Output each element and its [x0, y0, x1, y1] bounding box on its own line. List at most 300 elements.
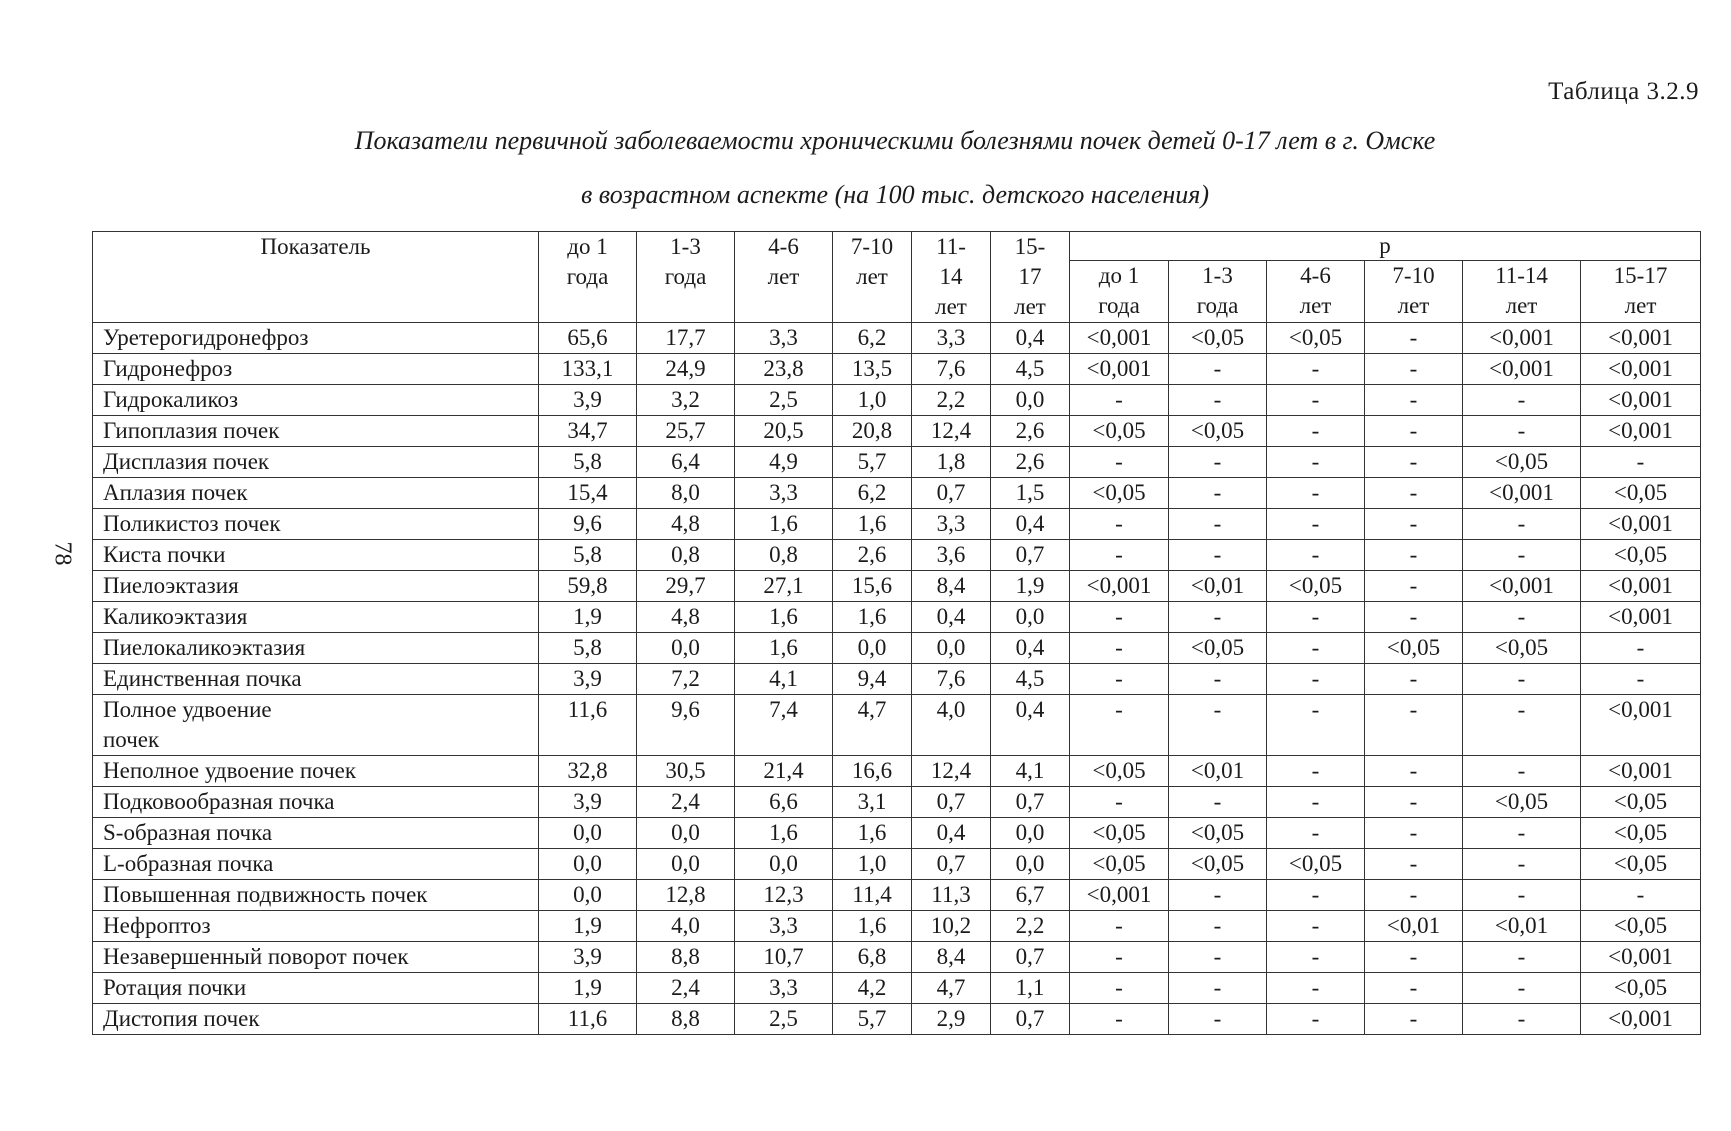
row-value-cell: 8,4 [912, 571, 991, 602]
row-value-cell: 2,4 [637, 787, 735, 818]
row-value-cell: 5,8 [539, 447, 637, 478]
row-p-cell: <0,001 [1463, 478, 1581, 509]
row-value-cell: 1,9 [539, 973, 637, 1004]
header-text-line: 11- [936, 234, 966, 259]
row-p-cell: - [1169, 1004, 1267, 1035]
row-value-cell: 34,7 [539, 416, 637, 447]
table-row [93, 695, 1701, 756]
row-value-cell: 1,6 [833, 509, 912, 540]
row-value-cell: 0,4 [991, 633, 1070, 664]
row-p-cell: - [1365, 1004, 1463, 1035]
row-value-cell: 3,3 [735, 973, 833, 1004]
row-p-cell: - [1365, 880, 1463, 911]
row-value-cell: 4,8 [637, 509, 735, 540]
table-row [93, 478, 1701, 509]
row-p-cell: - [1581, 880, 1701, 911]
row-value-cell: 27,1 [735, 571, 833, 602]
row-value-cell: 6,6 [735, 787, 833, 818]
row-p-cell: - [1365, 695, 1463, 756]
header-text-line: 7-10 [1392, 263, 1435, 289]
table-caption-line-2: в возрастном аспекте (на 100 тыс. детского населения) [581, 180, 1209, 209]
header-text-line: 1-3 [1202, 263, 1233, 289]
row-p-cell: - [1365, 416, 1463, 447]
row-indicator-name: Пиелокаликоэктазия [93, 633, 539, 664]
row-p-cell: - [1267, 416, 1365, 447]
table-row [93, 973, 1701, 1004]
table-row [93, 323, 1701, 354]
header-text-line: 1-3 [670, 234, 701, 259]
header-text-line: 7-10 [850, 234, 894, 259]
row-p-cell: <0,001 [1463, 323, 1581, 354]
row-p-cell: - [1267, 695, 1365, 756]
table-row [93, 849, 1701, 880]
row-p-cell: - [1267, 756, 1365, 787]
row-value-cell: 0,4 [991, 509, 1070, 540]
row-value-cell: 3,9 [539, 942, 637, 973]
row-value-cell: 2,6 [991, 416, 1070, 447]
row-value-cell: 2,6 [991, 447, 1070, 478]
row-p-cell: - [1463, 849, 1581, 880]
row-p-cell: <0,05 [1365, 633, 1463, 664]
row-p-cell: - [1267, 787, 1365, 818]
row-p-cell: <0,05 [1169, 849, 1267, 880]
header-age-5 [991, 232, 1070, 323]
row-p-cell: - [1463, 385, 1581, 416]
row-indicator-name: Нефроптоз [93, 911, 539, 942]
row-p-cell: - [1070, 602, 1169, 633]
header-age-2 [735, 232, 833, 323]
row-value-cell: 4,1 [991, 756, 1070, 787]
row-p-cell: - [1365, 973, 1463, 1004]
row-p-cell: <0,05 [1463, 633, 1581, 664]
row-value-cell: 7,6 [912, 664, 991, 695]
row-indicator-name: L-образная почка [93, 849, 539, 880]
row-p-cell: - [1169, 509, 1267, 540]
row-p-cell: - [1365, 664, 1463, 695]
header-text-line: 15-17 [1613, 263, 1668, 289]
row-value-cell: 3,1 [833, 787, 912, 818]
row-p-cell: <0,001 [1581, 385, 1701, 416]
row-p-cell: <0,01 [1169, 756, 1267, 787]
row-p-cell: - [1365, 447, 1463, 478]
row-p-cell: - [1463, 1004, 1581, 1035]
row-p-cell: - [1070, 447, 1169, 478]
row-value-cell: 0,0 [637, 633, 735, 664]
header-text-line: лет [1014, 294, 1046, 319]
row-p-cell: <0,05 [1070, 818, 1169, 849]
row-p-cell: - [1365, 818, 1463, 849]
row-value-cell: 3,9 [539, 664, 637, 695]
row-value-cell: 0,0 [637, 818, 735, 849]
row-p-cell: - [1070, 787, 1169, 818]
row-value-cell: 1,6 [735, 818, 833, 849]
row-p-cell: <0,05 [1070, 849, 1169, 880]
row-value-cell: 2,4 [637, 973, 735, 1004]
row-value-cell: 4,5 [991, 354, 1070, 385]
row-p-cell: - [1267, 633, 1365, 664]
table-row [93, 633, 1701, 664]
row-value-cell: 4,2 [833, 973, 912, 1004]
row-indicator-name: Ротация почки [93, 973, 539, 1004]
row-p-cell: <0,001 [1581, 942, 1701, 973]
row-p-cell: <0,001 [1070, 323, 1169, 354]
row-value-cell: 4,8 [637, 602, 735, 633]
row-value-cell: 3,9 [539, 787, 637, 818]
row-value-cell: 12,3 [735, 880, 833, 911]
row-p-cell: - [1169, 787, 1267, 818]
header-age-0 [539, 232, 637, 323]
row-indicator-name: Аплазия почек [93, 478, 539, 509]
row-value-cell: 11,3 [912, 880, 991, 911]
row-value-cell: 1,0 [833, 849, 912, 880]
row-p-cell: <0,05 [1169, 323, 1267, 354]
header-text-line: года [566, 264, 609, 289]
row-p-cell: - [1267, 973, 1365, 1004]
row-value-cell: 0,0 [991, 818, 1070, 849]
row-p-cell: - [1365, 509, 1463, 540]
row-p-cell: <0,05 [1070, 416, 1169, 447]
header-text-line: лет [1299, 293, 1332, 319]
row-value-cell: 1,0 [833, 385, 912, 416]
header-p-col-5 [1581, 261, 1701, 323]
row-value-cell: 0,4 [991, 695, 1070, 756]
row-value-cell: 4,0 [912, 695, 991, 756]
row-p-cell: <0,001 [1070, 880, 1169, 911]
row-indicator-name: Незавершенный поворот почек [93, 942, 539, 973]
table-row [93, 756, 1701, 787]
row-p-cell: - [1267, 354, 1365, 385]
row-indicator-name: Каликоэктазия [93, 602, 539, 633]
row-value-cell: 0,7 [912, 478, 991, 509]
row-p-cell: - [1267, 447, 1365, 478]
row-value-cell: 0,4 [912, 818, 991, 849]
row-p-cell: - [1070, 633, 1169, 664]
row-p-cell: <0,05 [1267, 849, 1365, 880]
table-row [93, 1004, 1701, 1035]
row-value-cell: 0,0 [539, 880, 637, 911]
row-value-cell: 3,6 [912, 540, 991, 571]
row-value-cell: 3,3 [735, 478, 833, 509]
row-value-cell: 9,6 [539, 509, 637, 540]
row-p-cell: - [1463, 756, 1581, 787]
table-row [93, 447, 1701, 478]
row-value-cell: 11,6 [539, 695, 637, 756]
row-indicator-name: Повышенная подвижность почек [93, 880, 539, 911]
row-p-cell: - [1463, 416, 1581, 447]
row-indicator-name: Дистопия почек [93, 1004, 539, 1035]
table-row [93, 602, 1701, 633]
row-p-cell: - [1365, 849, 1463, 880]
row-value-cell: 20,8 [833, 416, 912, 447]
header-text-line: лет [767, 264, 800, 289]
row-value-cell: 8,8 [637, 1004, 735, 1035]
row-value-cell: 1,6 [735, 633, 833, 664]
row-value-cell: 0,7 [991, 942, 1070, 973]
table-row [93, 416, 1701, 447]
header-row-1 [93, 232, 1701, 261]
header-text-line: лет [1505, 293, 1538, 319]
table-row [93, 664, 1701, 695]
row-p-cell: - [1267, 1004, 1365, 1035]
row-p-cell: - [1581, 664, 1701, 695]
row-value-cell: 8,8 [637, 942, 735, 973]
header-p: р [1070, 232, 1701, 261]
page-number: 78 [49, 541, 76, 566]
row-value-cell: 12,8 [637, 880, 735, 911]
row-value-cell: 24,9 [637, 354, 735, 385]
row-p-cell: - [1070, 911, 1169, 942]
row-p-cell: - [1365, 571, 1463, 602]
row-value-cell: 4,0 [637, 911, 735, 942]
table-caption-line-1: Показатели первичной заболеваемости хроническими болезнями почек детей 0-17 лет в г. Омске [354, 126, 1436, 155]
row-value-cell: 29,7 [637, 571, 735, 602]
row-value-cell: 2,9 [912, 1004, 991, 1035]
row-p-cell: - [1169, 695, 1267, 756]
row-p-cell: - [1070, 385, 1169, 416]
row-indicator-name: Гидронефроз [93, 354, 539, 385]
row-p-cell: - [1463, 818, 1581, 849]
row-value-cell: 10,2 [912, 911, 991, 942]
row-p-cell: - [1169, 602, 1267, 633]
row-value-cell: 6,8 [833, 942, 912, 973]
row-p-cell: - [1463, 695, 1581, 756]
row-p-cell: - [1267, 664, 1365, 695]
row-value-cell: 4,5 [991, 664, 1070, 695]
row-p-cell: <0,05 [1267, 323, 1365, 354]
row-value-cell: 3,2 [637, 385, 735, 416]
row-value-cell: 0,7 [912, 849, 991, 880]
row-value-cell: 5,7 [833, 447, 912, 478]
row-value-cell: 10,7 [735, 942, 833, 973]
header-indicator: Показатель [93, 232, 539, 323]
table-row [93, 509, 1701, 540]
header-text-line: 4-6 [1300, 263, 1331, 289]
table-row [93, 818, 1701, 849]
row-p-cell: - [1169, 911, 1267, 942]
row-p-cell: <0,01 [1365, 911, 1463, 942]
header-text-line: года [1098, 293, 1140, 319]
row-p-cell: <0,01 [1463, 911, 1581, 942]
header-text-line: 17 [1018, 264, 1042, 289]
row-indicator-name: Уретерогидронефроз [93, 323, 539, 354]
row-indicator-name: Дисплазия почек [93, 447, 539, 478]
table-row [93, 385, 1701, 416]
row-value-cell: 0,7 [991, 787, 1070, 818]
row-value-cell: 4,9 [735, 447, 833, 478]
row-p-cell: - [1581, 633, 1701, 664]
header-p-col-4 [1463, 261, 1581, 323]
row-p-cell: - [1070, 540, 1169, 571]
header-p-col-3 [1365, 261, 1463, 323]
row-value-cell: 7,2 [637, 664, 735, 695]
row-p-cell: - [1070, 509, 1169, 540]
table-row [93, 911, 1701, 942]
row-value-cell: 0,0 [735, 849, 833, 880]
row-value-cell: 8,4 [912, 942, 991, 973]
row-p-cell: - [1365, 323, 1463, 354]
row-value-cell: 5,8 [539, 540, 637, 571]
header-text-line: года [1196, 293, 1239, 319]
header-p-col-1 [1169, 261, 1267, 323]
row-p-cell: <0,05 [1581, 911, 1701, 942]
row-p-cell: - [1267, 478, 1365, 509]
row-p-cell: - [1463, 540, 1581, 571]
row-value-cell: 32,8 [539, 756, 637, 787]
row-p-cell: <0,001 [1581, 323, 1701, 354]
row-p-cell: - [1169, 354, 1267, 385]
row-indicator-name: Единственная почка [93, 664, 539, 695]
row-p-cell: - [1070, 973, 1169, 1004]
row-value-cell: 3,3 [735, 911, 833, 942]
row-value-cell: 8,0 [637, 478, 735, 509]
header-text-line: лет [1397, 293, 1430, 319]
row-value-cell: 0,0 [539, 818, 637, 849]
row-value-cell: 0,0 [833, 633, 912, 664]
row-value-cell: 1,9 [991, 571, 1070, 602]
row-p-cell: <0,05 [1581, 973, 1701, 1004]
row-p-cell: - [1070, 695, 1169, 756]
morbidity-table [92, 231, 1701, 1035]
row-p-cell: <0,05 [1169, 818, 1267, 849]
row-value-cell: 15,6 [833, 571, 912, 602]
header-p-col-0 [1070, 261, 1169, 323]
row-value-cell: 1,1 [991, 973, 1070, 1004]
row-value-cell: 21,4 [735, 756, 833, 787]
row-value-cell: 5,7 [833, 1004, 912, 1035]
row-value-cell: 1,6 [735, 509, 833, 540]
row-value-cell: 4,7 [912, 973, 991, 1004]
row-p-cell: <0,001 [1581, 756, 1701, 787]
row-value-cell: 13,5 [833, 354, 912, 385]
row-p-cell: <0,001 [1581, 1004, 1701, 1035]
row-value-cell: 2,5 [735, 1004, 833, 1035]
row-value-cell: 0,7 [991, 540, 1070, 571]
row-value-cell: 1,9 [539, 602, 637, 633]
row-p-cell: - [1169, 447, 1267, 478]
header-text-line: 15- [1014, 234, 1046, 259]
row-p-cell: <0,001 [1581, 571, 1701, 602]
row-value-cell: 4,7 [833, 695, 912, 756]
row-value-cell: 1,6 [833, 911, 912, 942]
row-p-cell: - [1169, 973, 1267, 1004]
row-p-cell: <0,05 [1581, 478, 1701, 509]
row-indicator-name [93, 695, 539, 756]
row-p-cell: - [1463, 880, 1581, 911]
row-value-cell: 30,5 [637, 756, 735, 787]
row-value-cell: 25,7 [637, 416, 735, 447]
header-age-4 [912, 232, 991, 323]
row-value-cell: 65,6 [539, 323, 637, 354]
row-p-cell: <0,001 [1581, 602, 1701, 633]
table-row [93, 540, 1701, 571]
row-value-cell: 0,0 [912, 633, 991, 664]
header-text-line: лет [1624, 293, 1657, 319]
row-p-cell: - [1463, 973, 1581, 1004]
row-value-cell: 2,6 [833, 540, 912, 571]
row-value-cell: 12,4 [912, 416, 991, 447]
row-value-cell: 9,4 [833, 664, 912, 695]
row-indicator-name: Пиелоэктазия [93, 571, 539, 602]
row-p-cell: <0,05 [1267, 571, 1365, 602]
row-value-cell: 0,0 [637, 849, 735, 880]
row-indicator-name: Поликистоз почек [93, 509, 539, 540]
row-value-cell: 0,0 [991, 385, 1070, 416]
row-value-cell: 3,3 [912, 509, 991, 540]
row-p-cell: - [1267, 602, 1365, 633]
row-p-cell: <0,05 [1070, 756, 1169, 787]
row-p-cell: <0,001 [1070, 354, 1169, 385]
row-value-cell: 2,2 [991, 911, 1070, 942]
row-p-cell: - [1267, 540, 1365, 571]
row-p-cell: - [1365, 756, 1463, 787]
row-value-cell: 15,4 [539, 478, 637, 509]
row-p-cell: - [1070, 1004, 1169, 1035]
row-value-cell: 0,0 [539, 849, 637, 880]
row-p-cell: - [1365, 540, 1463, 571]
row-value-cell: 0,0 [991, 602, 1070, 633]
row-p-cell: - [1365, 478, 1463, 509]
row-p-cell: - [1267, 818, 1365, 849]
row-p-cell: <0,05 [1463, 447, 1581, 478]
row-value-cell: 7,4 [735, 695, 833, 756]
row-value-cell: 133,1 [539, 354, 637, 385]
row-value-cell: 9,6 [637, 695, 735, 756]
row-value-cell: 1,6 [735, 602, 833, 633]
header-text-line: года [664, 264, 707, 289]
header-text-line: до 1 [567, 234, 608, 259]
row-value-cell: 16,6 [833, 756, 912, 787]
header-age-1 [637, 232, 735, 323]
row-value-cell: 0,4 [991, 323, 1070, 354]
row-indicator-name: Подковообразная почка [93, 787, 539, 818]
row-value-cell: 0,0 [991, 849, 1070, 880]
row-value-cell: 2,2 [912, 385, 991, 416]
table-row [93, 571, 1701, 602]
row-value-cell: 1,5 [991, 478, 1070, 509]
row-value-cell: 2,5 [735, 385, 833, 416]
header-p-col-2 [1267, 261, 1365, 323]
row-p-cell: <0,05 [1463, 787, 1581, 818]
row-p-cell: - [1267, 385, 1365, 416]
row-indicator-name: Гипоплазия почек [93, 416, 539, 447]
row-p-cell: <0,05 [1581, 540, 1701, 571]
header-text-line: до 1 [1098, 263, 1140, 289]
table-row [93, 942, 1701, 973]
header-text-line: лет [935, 294, 967, 319]
table-row [93, 880, 1701, 911]
row-value-cell: 4,1 [735, 664, 833, 695]
table-row [93, 787, 1701, 818]
header-text-line: 4-6 [768, 234, 799, 259]
row-p-cell: - [1267, 880, 1365, 911]
row-value-cell: 3,9 [539, 385, 637, 416]
row-value-cell: 11,4 [833, 880, 912, 911]
row-value-cell: 3,3 [735, 323, 833, 354]
row-value-cell: 11,6 [539, 1004, 637, 1035]
row-value-cell: 6,2 [833, 323, 912, 354]
row-value-cell: 17,7 [637, 323, 735, 354]
row-value-cell: 6,7 [991, 880, 1070, 911]
row-value-cell: 0,4 [912, 602, 991, 633]
header-text-line: 14 [939, 264, 963, 289]
row-p-cell: <0,05 [1581, 818, 1701, 849]
row-p-cell: <0,05 [1169, 416, 1267, 447]
row-value-cell: 1,6 [833, 818, 912, 849]
row-p-cell: <0,01 [1169, 571, 1267, 602]
row-indicator-name: Гидрокаликоз [93, 385, 539, 416]
row-p-cell: <0,05 [1581, 849, 1701, 880]
row-p-cell: - [1267, 911, 1365, 942]
